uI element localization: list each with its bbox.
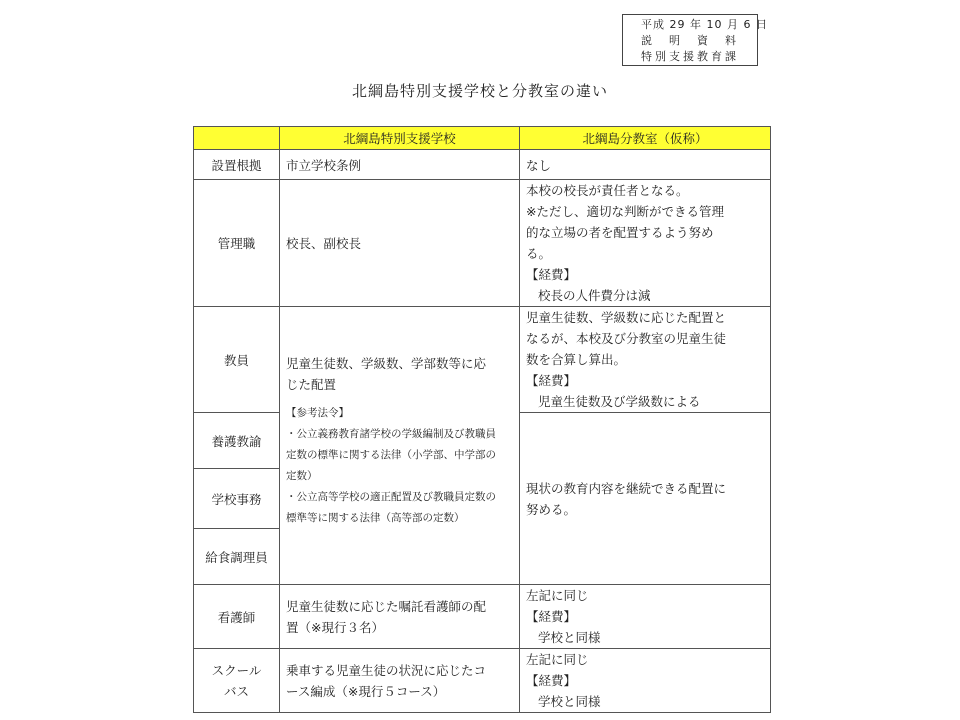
label-meal: 給食調理員 (194, 529, 280, 585)
label-nursing-teacher: 養護教諭 (194, 413, 280, 469)
text-line: 置（※現行３名） (286, 619, 384, 635)
comparison-table (193, 126, 771, 713)
reference-line: 標準等に関する法律（高等部の定数） (286, 512, 465, 524)
cell-bus-branch (520, 649, 771, 713)
text-line: じた配置 (286, 377, 337, 392)
cell-nurse-school (280, 585, 520, 649)
reference-law-note (286, 395, 513, 529)
document-stamp (622, 14, 768, 66)
text-line: 【経費】 (526, 609, 577, 624)
text-line: 的な立場の者を配置するよう努め (526, 225, 714, 240)
text-line: 左記に同じ (526, 652, 589, 667)
header-branch: 北綱島分教室（仮称） (520, 127, 771, 150)
text-line: 数を合算し算出。 (526, 352, 627, 367)
text-line: 児童生徒数、学級数、学部数等に応 (286, 356, 487, 371)
reference-line: ・公立高等学校の適正配置及び教職員定数の (286, 491, 496, 503)
stamp-doc-type: 説 明 資 料 (641, 34, 739, 47)
cell-admin-branch (520, 180, 771, 307)
label-basis: 設置根拠 (194, 150, 280, 180)
text-line: 学校と同様 (538, 630, 601, 645)
text-line: 校長の人件費分は減 (538, 288, 651, 303)
row-admin (194, 180, 771, 307)
page-title: 北綱島特別支援学校と分教室の違い (351, 82, 608, 100)
text-line: 児童生徒数、学級数に応じた配置と (526, 310, 727, 325)
text-line: なるが、本校及び分教室の児童生徒 (526, 331, 727, 346)
reference-line: ・公立義務教育諸学校の学級編制及び教職員 (286, 428, 496, 440)
cell-staff-school (280, 307, 520, 585)
reference-line: 定数の標準に関する法律（小学部、中学部の (286, 449, 496, 461)
cell-teachers-branch (520, 307, 771, 413)
text-line: 現状の教育内容を継続できる配置に (526, 480, 727, 496)
text-line: る。 (526, 246, 552, 261)
stamp-date: 平成 29 年 10 月 6 日 (641, 18, 768, 31)
text-line: ース編成（※現行５コース） (286, 683, 446, 699)
label-nurse: 看護師 (194, 585, 280, 649)
text-line: 学校と同様 (538, 694, 601, 709)
cell-staff-branch (520, 413, 771, 585)
row-nurse (194, 585, 771, 649)
label-bus (194, 649, 280, 713)
text-line: 本校の校長が責任者となる。 (526, 183, 689, 198)
text-line: バス (223, 683, 249, 699)
cell-basis-branch: なし (520, 150, 771, 180)
header-row (194, 127, 771, 150)
text-line: 児童生徒数及び学級数による (538, 394, 701, 409)
text-line: 【経費】 (526, 373, 577, 388)
cell-basis-school: 市立学校条例 (280, 150, 520, 180)
header-blank (194, 127, 280, 150)
cell-admin-school: 校長、副校長 (280, 180, 520, 307)
label-admin: 管理職 (194, 180, 280, 307)
text-line: ※ただし、適切な判断ができる管理 (526, 204, 724, 219)
cell-bus-school (280, 649, 520, 713)
row-bus (194, 649, 771, 713)
text-line: 児童生徒数に応じた嘱託看護師の配 (286, 598, 487, 614)
stamp-department: 特別支援教育課 (641, 50, 739, 63)
text-line: 努める。 (526, 501, 577, 517)
text-line: 【経費】 (526, 673, 577, 688)
reference-line: 定数） (286, 470, 318, 482)
row-basis (194, 150, 771, 180)
cell-nurse-branch (520, 585, 771, 649)
row-teachers (194, 307, 771, 413)
header-school: 北綱島特別支援学校 (280, 127, 520, 150)
text-line: 左記に同じ (526, 588, 589, 603)
label-office: 学校事務 (194, 469, 280, 529)
text-line: 【経費】 (526, 267, 577, 282)
text-line: スクール (211, 662, 262, 678)
reference-title: 【参考法令】 (286, 407, 349, 419)
text-line: 乗車する児童生徒の状況に応じたコ (286, 662, 487, 678)
label-teachers: 教員 (194, 307, 280, 413)
